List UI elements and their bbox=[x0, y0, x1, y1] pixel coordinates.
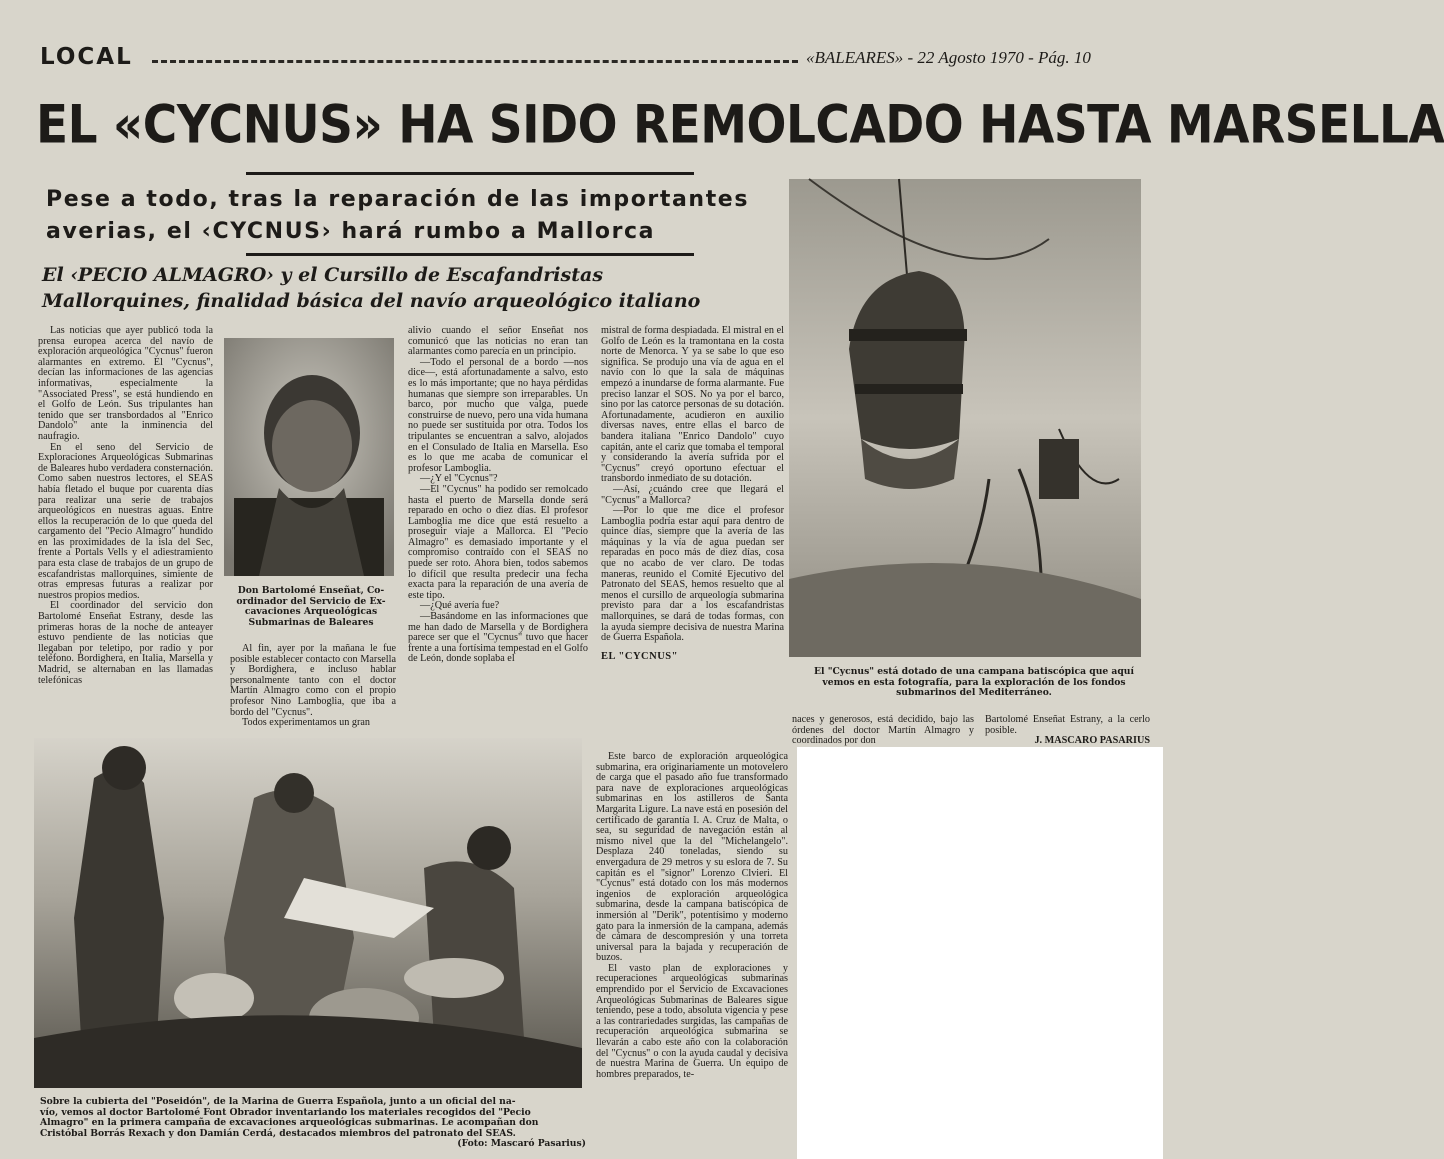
header-dashed-rule bbox=[152, 60, 798, 63]
caption-line: vío, vemos al doctor Bartolomé Font Obrador inventariando los materiales recogidos del "Pecio bbox=[40, 1106, 531, 1118]
paragraph: El coordinador del servicio don Bartolomé Enseñat Estrany, desde las primeras horas de la noche de anteayer estuvo pendiente de las noticias que llegaban por teletipo, por radio y por teléfono. Bordighera, en Italia, Marsella y Madrid, se alternaban en las llamadas telefónicas bbox=[38, 600, 213, 686]
paragraph: mistral de forma despiadada. El mistral en el Golfo de León es la tramontana en la costa norte de Menorca. Y ya se sabe lo que eso significa. Se produjo una vía de agua en el navío con lo que la sala de máquinas empezó a inundarse de forma alarmante. Fue preciso lanzar el SOS. No ya por el barco, sino por las catorce personas de su dotación. Afortunadamente, acudieron en auxilio diversas naves, entre ellas el barco de bandera italiana "Enrico Dandolo" cuyo capitán, ante el cariz que tomaba el temporal y considerando la avería sufrida por el "Cycnus" creyó oportuno efectuar el transbordo inmediato de su dotación. bbox=[601, 325, 785, 485]
blank-area bbox=[797, 747, 1163, 1159]
section-subhead: EL "CYCNUS" bbox=[601, 650, 678, 662]
byline: J. MASCARO PASARIUS bbox=[1034, 735, 1150, 747]
paragraph: En el seno del Servicio de Exploraciones Arqueológicas Submarinas de Baleares hubo verdadera consternación. Como saben nuestros lectores, el SEAS había fletado el buque por cuarenta días para realizar una serie de trabajos arqueológicos en nuestras aguas. Entre ellos la recuperación de lo que queda del cargamento del "Pecio Almagro" hundido en las proximidades de la isla del Sec, frente a Portals Vells y el adiestramiento para esta clase de trabajos de un grupo de escafandristas mallorquines, simiente de otras empresas futuras a realizar por nuestros propios medios. bbox=[38, 441, 213, 601]
caption-line: Almagro" en la primera campaña de excavaciones arqueológicas submarinas. Le acompañan don bbox=[40, 1117, 539, 1128]
paragraph: —Por lo que me dice el profesor Lamboglia podría estar aquí para dentro de quince días, siempre que la avería de las máquinas y la vía de agua puedan ser reparadas en poco más de diez días, cosa que no acabo de ver claro. De todas maneras, reunido el Comité Ejecutivo del Patronato del SEAS, hemos resuelto que al menos el cursillo de arqueología submarina previsto para dar a los escafandristas mallorquines, se dará de todas formas, con la ayuda siempre decisiva de nuestra Marina de Guerra Española. bbox=[601, 505, 784, 644]
bell-photo-caption bbox=[800, 667, 1148, 699]
caption-line: Sobre la cubierta del "Poseidón", de la Marina de Guerra Española, junto a un oficial del na- bbox=[40, 1096, 516, 1107]
subheadline-line: Pese a todo, tras la reparación de las importantes bbox=[46, 187, 750, 212]
article-column-4 bbox=[601, 326, 784, 736]
publication-info: «BALEARES» - 22 Agosto 1970 - Pág. 10 bbox=[806, 48, 1091, 67]
caption-line: ordinador del Servicio de Ex- bbox=[236, 595, 386, 607]
paragraph: Las noticias que ayer publicó toda la prensa europea acerca del navío de exploración arqueológica "Cycnus" fueron alarmantes en extremo. El "Cycnus", decían las informaciones de las agencias informativas, especialmente la "Associated Press", se está hundiendo en el Golfo de León. Sus tripulantes han tenido que ser transbordados al "Enrico Dandolo" ante la inminencia del naufragio. bbox=[38, 325, 213, 442]
article-column-6 bbox=[985, 715, 1150, 749]
article-column-4b bbox=[596, 752, 788, 1152]
portrait-photo bbox=[224, 338, 394, 576]
portrait-caption bbox=[226, 586, 396, 628]
kicker-line: Mallorquines, finalidad básica del navío arqueológico italiano bbox=[42, 290, 701, 312]
diving-bell-photo bbox=[789, 179, 1141, 657]
paragraph: alivio cuando el señor Enseñat nos comunicó que las noticias no eran tan alarmantes como parecía en un principio. bbox=[408, 325, 588, 358]
headline-rule bbox=[246, 172, 694, 175]
paragraph: —Basándome en las informaciones que me han dado de Marsella y de Bordighera parece ser que el "Cycnus" tuvo que hacer frente a una fortísima tempestad en el Golfo de León, donde soplaba el bbox=[408, 611, 588, 665]
paragraph: —¿Y el "Cycnus"? bbox=[420, 473, 498, 485]
main-headline: EL «CYCNUS» HA SIDO REMOLCADO HASTA MARSELLA bbox=[36, 94, 1444, 157]
kicker-line: El ‹PECIO ALMAGRO› y el Cursillo de Escafandristas bbox=[42, 264, 604, 286]
caption-line: vemos en esta fotografía, para la exploración de los fondos bbox=[822, 676, 1126, 688]
photo-credit: (Foto: Mascaró Pasarius) bbox=[457, 1138, 586, 1149]
paragraph: naces y generosos, está decidido, bajo las órdenes del doctor Martín Almagro y coordinados por don bbox=[792, 714, 974, 747]
paragraph: Este barco de exploración arqueológica submarina, era originariamente un motovelero de carga que el pasado año fue transformado para nave de exploraciones arqueológicas submarinas en los astilleros de Santa Margarita Ligure. La nave está en posesión del certificado de garantía I. A. Cruz de Malta, o sea, su seguridad de navegación están al mismo nivel que la del "Michelangelo". Desplaza 240 toneladas, siendo su envergadura de 29 metros y su eslora de 7. Su capitán es el "signor" Lorenzo Clvieri. El "Cycnus" está dotado con los más modernos ingenios de exploración arqueológica submarina, desde la campana batiscópica de inmersión al "Derik", potentísimo y moderno gato para la inmersión de la campana, además de cámara de descompresión y una torreta universal para la bajada y recuperación de buzos. bbox=[596, 751, 788, 964]
subheadline bbox=[46, 184, 764, 248]
paragraph: —Todo el personal de a bordo —nos dice—, está afortunadamente a salvo, esto es lo más importante; que no haya pérdidas humanas que siempre son irreparables. Un barco, por mucho que valga, puede construirse de nuevo, pero una vida humana no puede ser sustituida por otra. Todos los tripulantes se encuentran a salvo, alojados en el Consulado de Italia en Marsella. Eso es lo que me acaba de comunicar el profesor Lamboglia. bbox=[408, 356, 588, 474]
paragraph: Bartolomé Enseñat Estrany, a la cerlo posible. bbox=[985, 714, 1150, 736]
caption-line: Don Bartolomé Enseñat, Co- bbox=[237, 585, 385, 596]
subheadline-rule bbox=[246, 253, 694, 256]
deck-photo bbox=[34, 738, 582, 1088]
kicker bbox=[42, 262, 762, 314]
paragraph: —¿Qué avería fue? bbox=[420, 600, 500, 612]
caption-line: Submarinas de Baleares bbox=[248, 616, 374, 628]
article-column-1 bbox=[38, 326, 213, 724]
paragraph: El vasto plan de exploraciones y recuperaciones arqueológicas submarinas emprendido por el Servicio de Excavaciones Arqueológicas Submarinas de Baleares sigue teniendo, pese a todo, absoluta vigencia y pese a las contrariedades surgidas, las campañas de recuperación arqueológica submarina se llevarán a cabo este año con la colaboración del "Cycnus" o con la ayuda caudal y decisiva de nuestra Marina de Guerra. Un equipo de hombres preparados, te- bbox=[596, 962, 788, 1080]
paragraph: Al fin, ayer por la mañana le fue posible establecer contacto con Marsella y Bordighera, e incluso hablar personalmente tanto con el doctor Martín Almagro como con el propio profesor Nino Lamboglia, que iba a bordo del "Cycnus". bbox=[230, 643, 396, 718]
article-column-5 bbox=[792, 715, 974, 749]
section-label: LOCAL bbox=[40, 44, 133, 70]
article-column-3 bbox=[408, 326, 588, 724]
subheadline-line: averias, el ‹CYCNUS› hará rumbo a Mallorca bbox=[46, 219, 656, 244]
caption-line: submarinos del Mediterráneo. bbox=[896, 687, 1052, 698]
paragraph: —El "Cycnus" ha podido ser remolcado hasta el puerto de Marsella donde será reparado en ocho o diez días. El profesor Lamboglia me dice que está resuelto a proseguir viaje a Mallorca. El "Pecio Almagro" es demasiado importante y el compromiso contraído con el SEAS no puede ser roto. Ahora bien, todos sabemos lo difícil que resulta predecir una fecha exacta para la reparación de una avería de este tipo. bbox=[408, 483, 588, 601]
caption-line: cavaciones Arqueológicas bbox=[244, 606, 378, 617]
article-column-2 bbox=[230, 643, 396, 729]
deck-photo-caption bbox=[40, 1097, 586, 1150]
caption-line: Cristóbal Borrás Rexach y don Damián Cerdá, destacados miembros del patronato del SEAS. bbox=[40, 1127, 516, 1139]
caption-line: El "Cycnus" está dotado de una campana batiscópica que aquí bbox=[814, 666, 1134, 677]
paragraph: —Así, ¿cuándo cree que llegará el "Cycnus" a Mallorca? bbox=[601, 483, 784, 506]
paragraph: Todos experimentamos un gran bbox=[242, 717, 371, 729]
